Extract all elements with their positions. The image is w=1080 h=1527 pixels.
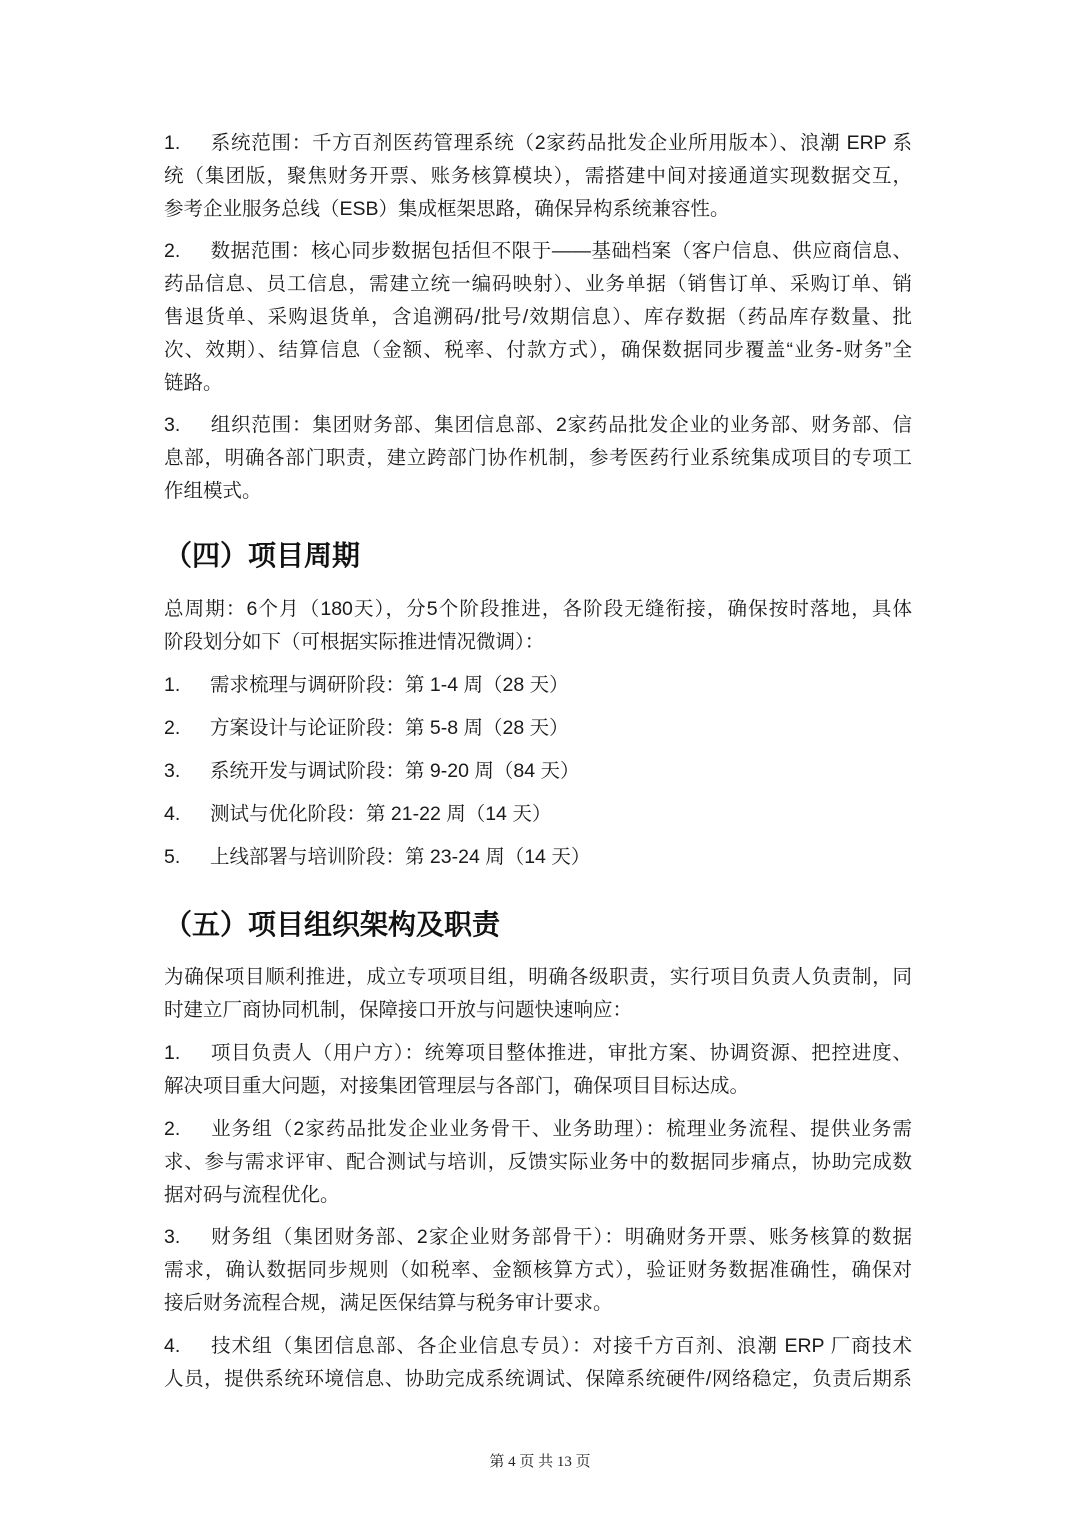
list-number: 1. [164,1042,181,1064]
scope-item [164,127,912,226]
role-item [164,1113,912,1212]
line-text: 统（集团版，聚焦财务开票、账务核算模块），需搭建中间对接通道实现数据交互， [164,165,912,187]
paragraph-line [164,1287,912,1320]
paragraph-line [164,1363,912,1396]
line-text: 药品信息、员工信息，需建立统一编码映射）、业务单据（销售订单、采购订单、销 [164,273,912,295]
line-text: 需求，确认数据同步规则（如税率、金额核算方式），验证财务数据准确性，确保对 [164,1259,912,1281]
paragraph-line [164,1330,912,1363]
line-text: 参考企业服务总线（ESB）集成框架思路，确保异构系统兼容性。 [164,198,730,220]
paragraph-line [164,994,912,1027]
role-item [164,1330,912,1396]
line-text: 总周期：6个月（180天），分5个阶段推进，各阶段无缝衔接，确保按时落地，具体 [164,598,912,620]
line-text: 求、参与需求评审、配合测试与培训，反馈实际业务中的数据同步痛点，协助完成数 [164,1151,912,1173]
phase-text: 需求梳理与调研阶段：第 1-4 周（28 天） [210,674,569,696]
list-number: 1. [164,132,181,154]
paragraph-line [164,334,912,367]
list-number: 3. [164,760,181,782]
list-number: 5. [164,846,181,868]
phase-text: 上线部署与培训阶段：第 23-24 周（14 天） [210,846,591,868]
line-text: 阶段划分如下（可根据实际推进情况微调）： [164,631,545,653]
line-text: 数据范围：核心同步数据包括但不限于——基础档案（客户信息、供应商信息、 [210,240,912,262]
paragraph-line [164,1146,912,1179]
role-item [164,1037,912,1103]
scope-item [164,409,912,508]
phase-item [164,798,912,831]
line-text: 业务组（2家药品批发企业业务骨干、业务助理）：梳理业务流程、提供业务需 [210,1118,912,1140]
paragraph-line [164,1221,912,1254]
line-text: 组织范围：集团财务部、集团信息部、2家药品批发企业的业务部、财务部、信 [210,414,912,436]
line-text: 作组模式。 [164,480,262,502]
line-text: 链路。 [164,372,223,394]
line-text: 息部，明确各部门职责，建立跨部门协作机制，参考医药行业系统集成项目的专项工 [164,447,912,469]
line-text: 财务组（集团财务部、2家企业财务部骨干）：明确财务开票、账务核算的数据 [210,1226,912,1248]
line-text: 解决项目重大问题，对接集团管理层与各部门，确保项目目标达成。 [164,1075,750,1097]
section-heading: （五）项目组织架构及职责 [164,909,501,940]
line-text: 次、效期）、结算信息（金额、税率、付款方式），确保数据同步覆盖“业务-财务”全 [164,339,912,361]
phase-text: 方案设计与论证阶段：第 5-8 周（28 天） [210,717,569,739]
paragraph-line [164,1254,912,1287]
role-item [164,1221,912,1320]
phase-text: 测试与优化阶段：第 21-22 周（14 天） [210,803,552,825]
list-number: 4. [164,1335,181,1357]
phase-item [164,712,912,745]
line-text: 据对码与流程优化。 [164,1184,340,1206]
list-number: 3. [164,1226,181,1248]
line-text: 项目负责人（用户方）：统筹项目整体推进，审批方案、协调资源、把控进度、 [210,1042,912,1064]
list-number: 3. [164,414,181,436]
scope-item [164,235,912,400]
paragraph-line [164,127,912,160]
paragraph-line [164,626,912,659]
list-number: 2. [164,717,181,739]
line-text: 系统范围：千方百剂医药管理系统（2家药品批发企业所用版本）、浪潮 ERP 系 [210,132,912,154]
line-text: 售退货单、采购退货单，含追溯码/批号/效期信息）、库存数据（药品库存数量、批 [164,306,912,328]
section-intro [164,593,912,659]
paragraph-line [164,475,912,508]
paragraph-line [164,160,912,193]
phase-line [164,798,912,831]
paragraph-line [164,593,912,626]
paragraph-line [164,367,912,400]
paragraph-line [164,1037,912,1070]
section-heading: （四）项目周期 [164,540,361,571]
line-text: 人员，提供系统环境信息、协助完成系统调试、保障系统硬件/网络稳定，负责后期系 [164,1368,912,1390]
paragraph-line [164,442,912,475]
paragraph-line [164,235,912,268]
phase-line [164,841,912,874]
paragraph-line [164,268,912,301]
list-number: 2. [164,1118,181,1140]
line-text: 技术组（集团信息部、各企业信息专员）：对接千方百剂、浪潮 ERP 厂商技术 [210,1335,912,1357]
paragraph-line [164,961,912,994]
paragraph-line [164,1070,912,1103]
paragraph-line [164,409,912,442]
phase-line [164,712,912,745]
line-text: 为确保项目顺利推进，成立专项项目组，明确各级职责，实行项目负责人负责制，同 [164,966,912,988]
paragraph-line [164,193,912,226]
line-text: 接后财务流程合规，满足医保结算与税务审计要求。 [164,1292,613,1314]
page-footer: 第 4 页 共 13 页 [489,1454,591,1470]
phase-item [164,755,912,788]
phase-line [164,669,912,702]
paragraph-line [164,1113,912,1146]
list-number: 2. [164,240,181,262]
list-number: 1. [164,674,181,696]
list-number: 4. [164,803,181,825]
paragraph-line [164,301,912,334]
paragraph-line [164,1179,912,1212]
phase-text: 系统开发与调试阶段：第 9-20 周（84 天） [210,760,580,782]
section-intro [164,961,912,1027]
phase-item [164,669,912,702]
phase-line [164,755,912,788]
phase-item [164,841,912,874]
line-text: 时建立厂商协同机制，保障接口开放与问题快速响应： [164,999,633,1021]
